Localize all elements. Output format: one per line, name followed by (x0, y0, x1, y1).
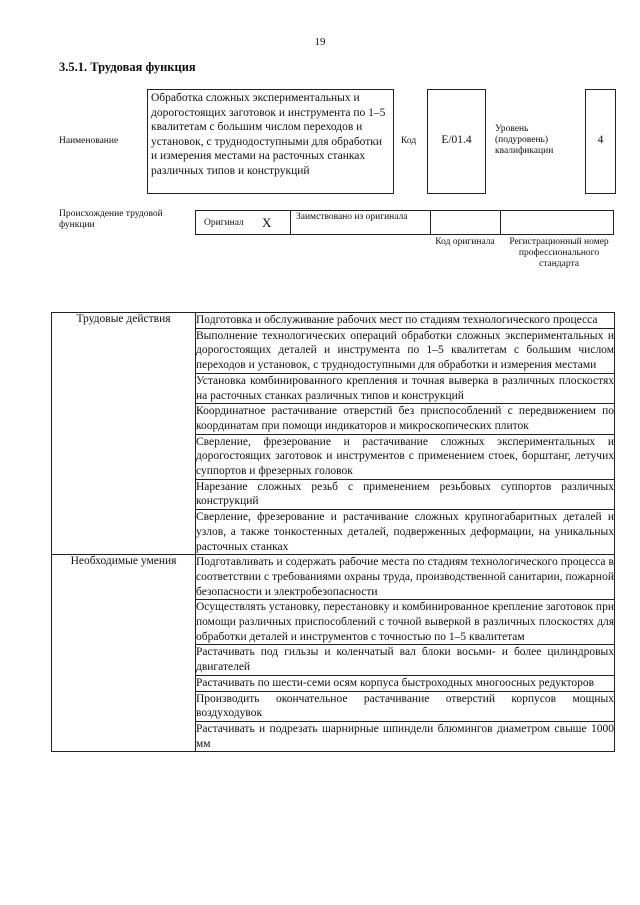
function-table (51, 312, 615, 752)
table-row (52, 313, 615, 329)
original-mark: X (262, 215, 272, 230)
item-cell: Установка комбинированного крепления и точная выверка в различных плоскостях на расточных станках различных типов и конструкций (196, 373, 615, 403)
qualification-level: 4 (597, 134, 604, 146)
item-cell: Координатное растачивание отверстий без приспособлений с передвижением по координатам при помощи индикаторов и микроскопических плиток (196, 404, 615, 434)
page-number: 19 (314, 36, 326, 48)
origin-divider (290, 211, 291, 234)
item-cell: Сверление, фрезерование и растачивание сложных экспериментальных и дорогостоящих заготовок и инструментов с применением стоек, борштанг, летучих суппортов и фрезерных головок (196, 434, 615, 479)
level-label: Уровень (подуровень) квалификации (495, 124, 554, 156)
origin-divider (500, 211, 501, 234)
registration-number-caption: Регистрационный номер профессионального стандарта (509, 237, 609, 269)
code-label: Код (401, 136, 417, 146)
origin-label: Происхождение трудовой функции (59, 209, 163, 230)
item-cell: Растачивать и подрезать шарнирные шпиндели блюмингов диаметром свыше 1000 мм (196, 721, 615, 751)
section-title: 3.5.1. Трудовая функция (59, 60, 196, 74)
origin-divider (430, 211, 431, 234)
borrowed-label: Заимствовано из оригинала (296, 212, 408, 222)
code-original-caption: Код оригинала (435, 237, 495, 247)
item-cell: Растачивать под гильзы и коленчатый вал блоки восьми- и более цилиндровых двигателей (196, 645, 615, 675)
item-cell: Подготовка и обслуживание рабочих мест по стадиям технологического процесса (196, 313, 615, 329)
category-cell: Трудовые действия (52, 313, 196, 555)
function-name: Обработка сложных экспериментальных и дорогостоящих заготовок и инструмента по 1–5 квалитетам с большим числом переходов и установок, с труднодоступными для обработки и измерения местами на расточных станках различных типов и конструкций (147, 89, 394, 194)
origin-row (195, 210, 614, 235)
item-cell: Растачивать по шести-семи осям корпуса быстроходных многоосных редукторов (196, 675, 615, 691)
function-code: E/01.4 (441, 134, 472, 146)
original-label: Оригинал (204, 218, 244, 228)
item-cell: Осуществлять установку, перестановку и комбинированное крепление заготовок при помощи различных приспособлений с точной выверкой в различных плоскостях для обработки деталей и инструментов с точностью по 1–5 квалитетам (196, 600, 615, 645)
name-label: Наименование (59, 136, 119, 146)
item-cell: Сверление, фрезерование и растачивание сложных крупногабаритных деталей и узлов, а также тонкостенных деталей, подверженных деформации, на уникальных расточных станках (196, 510, 615, 555)
item-cell: Выполнение технологических операций обработки сложных экспериментальных и дорогостоящих деталей и инструмента по 1–5 квалитетам с большим числом переходов и установок, с труднодоступными для обработки и измерения местами (196, 328, 615, 373)
item-cell: Производить окончательное растачивание отверстий корпусов мощных воздуходувок (196, 691, 615, 721)
category-cell: Необходимые умения (52, 555, 196, 752)
table-row (52, 555, 615, 600)
item-cell: Подготавливать и содержать рабочие места по стадиям технологического процесса в соответствии с требованиями охраны труда, производственной санитарии, пожарной безопасности и электробезопасности (196, 555, 615, 600)
item-cell: Нарезание сложных резьб с применением резьбовых суппортов различных конструкций (196, 479, 615, 509)
